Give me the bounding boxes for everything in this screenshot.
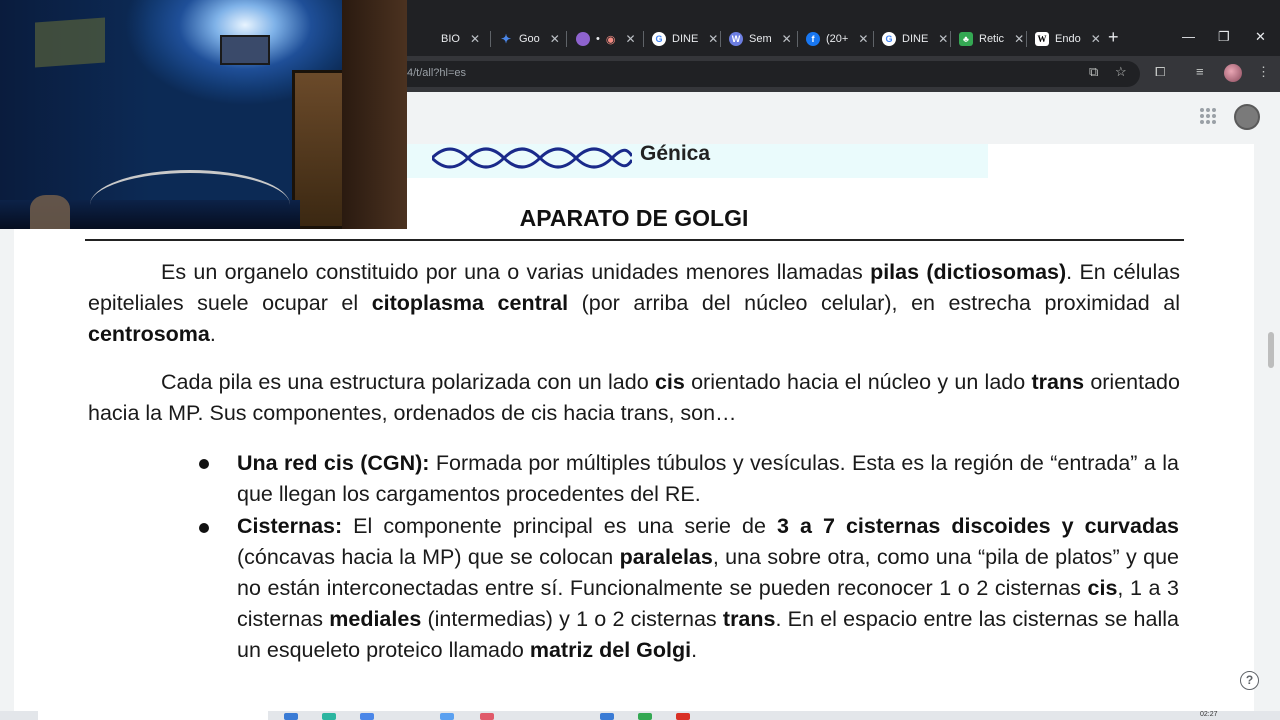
taskbar-app-icon[interactable] <box>676 713 690 720</box>
recording-icon: ◉ <box>605 33 616 46</box>
close-tab-icon[interactable]: ✕ <box>549 32 560 46</box>
tab-retic[interactable] <box>959 28 1024 50</box>
webcam-picture-frame <box>35 18 105 68</box>
taskbar-app-icon[interactable] <box>440 713 454 720</box>
meet-icon <box>576 32 590 46</box>
google-icon: G <box>652 32 666 46</box>
tab-gemini[interactable] <box>499 28 560 50</box>
address-bar[interactable] <box>380 61 1140 87</box>
taskbar-app-icon[interactable] <box>638 713 652 720</box>
profile-avatar[interactable] <box>1224 64 1242 82</box>
close-tab-icon[interactable]: ✕ <box>1090 32 1101 46</box>
help-icon[interactable]: ? <box>1240 671 1259 690</box>
taskbar-app-icon[interactable] <box>322 713 336 720</box>
tab-endo[interactable] <box>1035 28 1101 50</box>
url-text[interactable]: 4/t/all?hl=es <box>407 67 467 79</box>
dna-helix-icon <box>432 146 632 170</box>
tab-dine-1[interactable] <box>652 28 718 50</box>
tab-facebook[interactable] <box>806 28 868 50</box>
webcam-overlay <box>0 0 407 229</box>
close-tab-icon[interactable]: ✕ <box>858 32 869 46</box>
leaf-icon: ♣ <box>959 32 973 46</box>
gemini-icon: ✦ <box>500 32 512 46</box>
list-item-cgn: Una red cis (CGN): Formada por múltiples túbulos y vesículas. Esta es la región de “entrada” a la que llegan los cargamentos procedentes del RE. <box>237 451 1179 506</box>
open-in-app-icon[interactable]: ⧉ <box>1089 64 1099 79</box>
facebook-icon: f <box>806 32 820 46</box>
list-item-cisternas: Cisternas: El componente principal es una serie de 3 a 7 cisternas discoides y curvadas (cóncavas hacia la MP) que se colocan paralelas, una sobre otra, como una “pila de platos” y que no están interconectadas entre sí. Funcionalmente se pueden reconocer 1 o 2 cisternas cis, 1 a 3 cisternas mediales (intermedias) y 1 o 2 cisternas trans. En el espacio entre las cisternas se halla un esqueleto proteico llamado matriz del Golgi. <box>237 514 1180 662</box>
taskbar-search[interactable] <box>38 711 268 720</box>
taskbar-app-icon[interactable] <box>284 713 298 720</box>
tab-bio[interactable] <box>441 28 480 50</box>
tab-label: DINE <box>902 33 929 45</box>
tab-dine-2[interactable] <box>882 28 948 50</box>
tab-separator <box>797 31 798 47</box>
restore-icon[interactable]: ❐ <box>1218 29 1230 44</box>
banner-label: Génica <box>640 142 711 165</box>
tab-label: DINE <box>672 33 699 45</box>
close-window-icon[interactable]: ✕ <box>1255 29 1266 44</box>
webcam-headboard <box>90 170 290 229</box>
bookmark-star-icon[interactable]: ☆ <box>1115 64 1127 79</box>
tab-separator <box>873 31 874 47</box>
taskbar-app-icon[interactable] <box>480 713 494 720</box>
tab-separator <box>720 31 721 47</box>
taskbar-clock: 02:27 <box>1200 711 1218 718</box>
tab-label: BIO <box>441 33 460 45</box>
bullet-marker <box>199 523 209 533</box>
tab-separator <box>566 31 567 47</box>
new-tab-icon[interactable]: + <box>1108 27 1119 47</box>
tab-separator <box>643 31 644 47</box>
close-tab-icon[interactable]: ✕ <box>781 32 792 46</box>
taskbar-app-icon[interactable] <box>600 713 614 720</box>
tab-label: Retic <box>979 33 1005 45</box>
close-tab-icon[interactable]: ✕ <box>708 32 719 46</box>
tab-separator <box>490 31 491 47</box>
webcam-picture-frame <box>220 35 270 65</box>
title-divider <box>85 239 1184 241</box>
close-tab-icon[interactable]: ✕ <box>938 32 949 46</box>
tab-label: Goo <box>519 33 540 45</box>
apps-grid-icon[interactable] <box>1200 108 1216 124</box>
tab-separator <box>950 31 951 47</box>
close-tab-icon[interactable]: ✕ <box>625 32 636 46</box>
paragraph-intro: Es un organelo constituido por una o varias unidades menores llamadas pilas (dictiosomas). En células epiteliales suele ocupar el citoplasma central (por arriba del núcleo celular), en estrecha proximidad al centrosoma. <box>88 260 1180 346</box>
page-scrollbar[interactable] <box>1268 332 1274 368</box>
section-title: APARATO DE GOLGI <box>519 205 749 231</box>
tab-separator <box>1026 31 1027 47</box>
close-tab-icon[interactable]: ✕ <box>469 32 481 46</box>
extensions-icon[interactable]: ⧠ <box>1155 64 1166 79</box>
google-icon: G <box>882 32 896 46</box>
browser-menu-icon[interactable]: ⋮ <box>1257 64 1270 79</box>
tab-sem[interactable] <box>729 28 792 50</box>
wordpress-icon: W <box>729 32 743 46</box>
webcam-person <box>30 195 70 229</box>
taskbar-app-icon[interactable] <box>360 713 374 720</box>
wikipedia-icon: W <box>1035 32 1049 46</box>
tab-label: Endo <box>1055 33 1081 45</box>
bullet-marker <box>199 459 209 469</box>
paragraph-polarity: Cada pila es una estructura polarizada con un lado cis orientado hacia el núcleo y un lado trans orientado hacia la MP. Sus componentes, ordenados de cis hacia trans, son… <box>88 370 1180 425</box>
webcam-wardrobe <box>342 0 407 229</box>
close-tab-icon[interactable]: ✕ <box>1014 32 1025 46</box>
tab-label: (20+ <box>826 33 849 45</box>
tab-label: • <box>596 33 600 45</box>
media-control-icon[interactable]: ≡ <box>1196 64 1204 79</box>
tab-meet[interactable] <box>576 28 636 50</box>
tab-label: Sem <box>749 33 772 45</box>
account-avatar[interactable] <box>1234 104 1260 130</box>
minimize-icon[interactable]: — <box>1182 29 1195 44</box>
